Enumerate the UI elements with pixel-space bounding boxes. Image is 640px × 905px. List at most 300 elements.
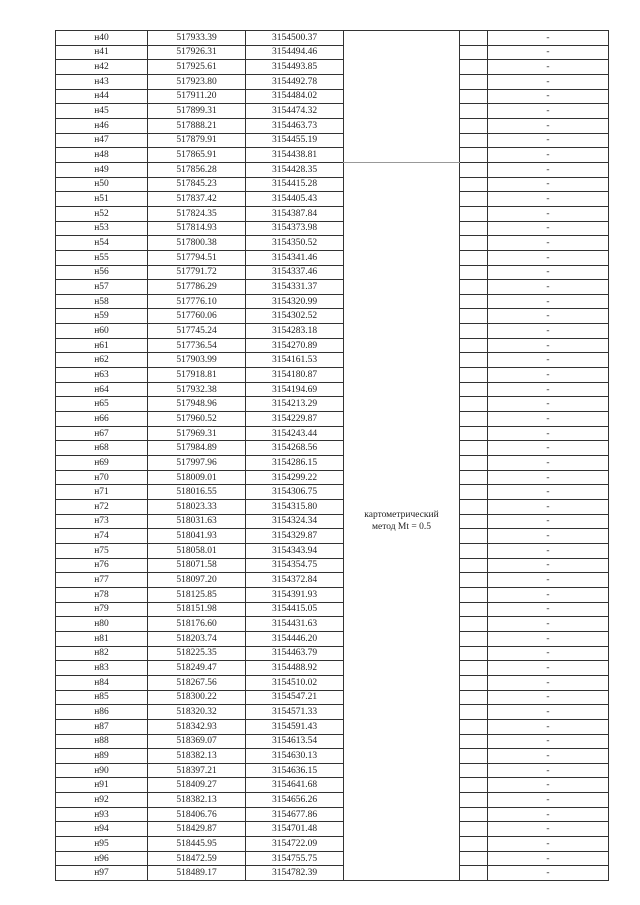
x-coordinate-cell: 518300.22 <box>148 690 246 705</box>
table-row <box>56 734 609 749</box>
method-accuracy-text: метод Mt = 0.5 <box>371 522 431 533</box>
table-row <box>56 441 609 456</box>
description-cell: - <box>488 807 609 822</box>
y-coordinate-cell: 3154194.69 <box>246 382 344 397</box>
point-name-cell: н75 <box>56 543 148 558</box>
x-coordinate-cell: 517745.24 <box>148 324 246 339</box>
point-name-cell: н54 <box>56 236 148 251</box>
description-cell: - <box>488 529 609 544</box>
x-coordinate-cell: 518176.60 <box>148 617 246 632</box>
description-cell: - <box>488 426 609 441</box>
empty-cell <box>460 89 488 104</box>
description-cell: - <box>488 705 609 720</box>
empty-cell <box>460 851 488 866</box>
point-name-cell: н96 <box>56 851 148 866</box>
point-name-cell: н88 <box>56 734 148 749</box>
description-cell: - <box>488 866 609 881</box>
y-coordinate-cell: 3154438.81 <box>246 148 344 163</box>
table-row <box>56 118 609 133</box>
table-row <box>56 558 609 573</box>
x-coordinate-cell: 517933.39 <box>148 31 246 46</box>
description-cell: - <box>488 573 609 588</box>
y-coordinate-cell: 3154337.46 <box>246 265 344 280</box>
table-row <box>56 221 609 236</box>
y-coordinate-cell: 3154180.87 <box>246 368 344 383</box>
x-coordinate-cell: 518031.63 <box>148 514 246 529</box>
empty-cell <box>460 265 488 280</box>
empty-cell <box>460 573 488 588</box>
x-coordinate-cell: 518397.21 <box>148 763 246 778</box>
empty-cell <box>460 426 488 441</box>
table-row <box>56 192 609 207</box>
table-row <box>56 763 609 778</box>
y-coordinate-cell: 3154329.87 <box>246 529 344 544</box>
empty-cell <box>460 529 488 544</box>
point-name-cell: н76 <box>56 558 148 573</box>
y-coordinate-cell: 3154494.46 <box>246 45 344 60</box>
y-coordinate-cell: 3154510.02 <box>246 675 344 690</box>
y-coordinate-cell: 3154488.92 <box>246 661 344 676</box>
description-cell: - <box>488 250 609 265</box>
x-coordinate-cell: 517865.91 <box>148 148 246 163</box>
table-row <box>56 265 609 280</box>
table-row <box>56 485 609 500</box>
x-coordinate-cell: 517926.31 <box>148 45 246 60</box>
point-name-cell: н57 <box>56 280 148 295</box>
description-cell: - <box>488 192 609 207</box>
empty-cell <box>460 778 488 793</box>
empty-cell <box>460 133 488 148</box>
x-coordinate-cell: 517925.61 <box>148 60 246 75</box>
x-coordinate-cell: 517760.06 <box>148 309 246 324</box>
description-cell: - <box>488 338 609 353</box>
description-cell: - <box>488 500 609 515</box>
description-cell: - <box>488 118 609 133</box>
description-cell: - <box>488 206 609 221</box>
table-row <box>56 631 609 646</box>
point-name-cell: н61 <box>56 338 148 353</box>
point-name-cell: н52 <box>56 206 148 221</box>
table-row <box>56 324 609 339</box>
description-cell: - <box>488 368 609 383</box>
point-name-cell: н50 <box>56 177 148 192</box>
table-row <box>56 338 609 353</box>
empty-cell <box>460 763 488 778</box>
table-row <box>56 470 609 485</box>
y-coordinate-cell: 3154286.15 <box>246 456 344 471</box>
description-cell: - <box>488 236 609 251</box>
point-name-cell: н59 <box>56 309 148 324</box>
empty-cell <box>460 162 488 177</box>
table-row <box>56 353 609 368</box>
description-cell: - <box>488 353 609 368</box>
x-coordinate-cell: 518249.47 <box>148 661 246 676</box>
point-name-cell: н66 <box>56 412 148 427</box>
y-coordinate-cell: 3154755.75 <box>246 851 344 866</box>
point-name-cell: н58 <box>56 294 148 309</box>
description-cell: - <box>488 412 609 427</box>
x-coordinate-cell: 517918.81 <box>148 368 246 383</box>
y-coordinate-cell: 3154463.79 <box>246 646 344 661</box>
description-cell: - <box>488 719 609 734</box>
description-cell: - <box>488 749 609 764</box>
x-coordinate-cell: 517824.35 <box>148 206 246 221</box>
x-coordinate-cell: 517948.96 <box>148 397 246 412</box>
description-cell: - <box>488 822 609 837</box>
x-coordinate-cell: 517794.51 <box>148 250 246 265</box>
empty-cell <box>460 646 488 661</box>
coordinates-table <box>55 30 609 881</box>
empty-cell <box>460 412 488 427</box>
point-name-cell: н55 <box>56 250 148 265</box>
y-coordinate-cell: 3154373.98 <box>246 221 344 236</box>
table-row <box>56 573 609 588</box>
point-name-cell: н45 <box>56 104 148 119</box>
x-coordinate-cell: 517736.54 <box>148 338 246 353</box>
x-coordinate-cell: 517899.31 <box>148 104 246 119</box>
table-row <box>56 793 609 808</box>
empty-cell <box>460 280 488 295</box>
point-name-cell: н73 <box>56 514 148 529</box>
empty-cell <box>460 104 488 119</box>
point-name-cell: н65 <box>56 397 148 412</box>
y-coordinate-cell: 3154283.18 <box>246 324 344 339</box>
empty-cell <box>460 807 488 822</box>
table-row <box>56 250 609 265</box>
point-name-cell: н69 <box>56 456 148 471</box>
table-row <box>56 543 609 558</box>
point-name-cell: н51 <box>56 192 148 207</box>
empty-cell <box>460 338 488 353</box>
empty-cell <box>460 45 488 60</box>
x-coordinate-cell: 518151.98 <box>148 602 246 617</box>
empty-cell <box>460 309 488 324</box>
description-cell: - <box>488 617 609 632</box>
description-cell: - <box>488 763 609 778</box>
y-coordinate-cell: 3154474.32 <box>246 104 344 119</box>
x-coordinate-cell: 517960.52 <box>148 412 246 427</box>
table-row <box>56 412 609 427</box>
description-cell: - <box>488 294 609 309</box>
empty-cell <box>460 31 488 46</box>
y-coordinate-cell: 3154492.78 <box>246 74 344 89</box>
x-coordinate-cell: 518342.93 <box>148 719 246 734</box>
y-coordinate-cell: 3154455.19 <box>246 133 344 148</box>
description-cell: - <box>488 602 609 617</box>
x-coordinate-cell: 518097.20 <box>148 573 246 588</box>
description-cell: - <box>488 778 609 793</box>
x-coordinate-cell: 517800.38 <box>148 236 246 251</box>
description-cell: - <box>488 31 609 46</box>
y-coordinate-cell: 3154270.89 <box>246 338 344 353</box>
empty-cell <box>460 793 488 808</box>
x-coordinate-cell: 517911.20 <box>148 89 246 104</box>
y-coordinate-cell: 3154484.02 <box>246 89 344 104</box>
description-cell: - <box>488 148 609 163</box>
point-name-cell: н67 <box>56 426 148 441</box>
empty-cell <box>460 485 488 500</box>
x-coordinate-cell: 518125.85 <box>148 587 246 602</box>
table-row <box>56 368 609 383</box>
table-row <box>56 705 609 720</box>
x-coordinate-cell: 517969.31 <box>148 426 246 441</box>
y-coordinate-cell: 3154354.75 <box>246 558 344 573</box>
y-coordinate-cell: 3154372.84 <box>246 573 344 588</box>
x-coordinate-cell: 517923.80 <box>148 74 246 89</box>
x-coordinate-cell: 518267.56 <box>148 675 246 690</box>
y-coordinate-cell: 3154415.05 <box>246 602 344 617</box>
x-coordinate-cell: 518445.95 <box>148 837 246 852</box>
empty-cell <box>460 617 488 632</box>
y-coordinate-cell: 3154782.39 <box>246 866 344 881</box>
point-name-cell: н83 <box>56 661 148 676</box>
y-coordinate-cell: 3154636.15 <box>246 763 344 778</box>
x-coordinate-cell: 517837.42 <box>148 192 246 207</box>
table-row <box>56 89 609 104</box>
y-coordinate-cell: 3154343.94 <box>246 543 344 558</box>
method-name-text: картометрический <box>364 510 439 521</box>
empty-cell <box>460 236 488 251</box>
y-coordinate-cell: 3154463.73 <box>246 118 344 133</box>
point-name-cell: н81 <box>56 631 148 646</box>
description-cell: - <box>488 587 609 602</box>
y-coordinate-cell: 3154547.21 <box>246 690 344 705</box>
point-name-cell: н90 <box>56 763 148 778</box>
y-coordinate-cell: 3154387.84 <box>246 206 344 221</box>
point-name-cell: н79 <box>56 602 148 617</box>
x-coordinate-cell: 518406.76 <box>148 807 246 822</box>
empty-cell <box>460 192 488 207</box>
point-name-cell: н53 <box>56 221 148 236</box>
description-cell: - <box>488 837 609 852</box>
x-coordinate-cell: 517879.91 <box>148 133 246 148</box>
empty-cell <box>460 749 488 764</box>
x-coordinate-cell: 518041.93 <box>148 529 246 544</box>
x-coordinate-cell: 518429.87 <box>148 822 246 837</box>
description-cell: - <box>488 265 609 280</box>
table-row <box>56 133 609 148</box>
empty-cell <box>460 705 488 720</box>
y-coordinate-cell: 3154324.34 <box>246 514 344 529</box>
table-row <box>56 236 609 251</box>
point-name-cell: н89 <box>56 749 148 764</box>
description-cell: - <box>488 690 609 705</box>
y-coordinate-cell: 3154405.43 <box>246 192 344 207</box>
y-coordinate-cell: 3154701.48 <box>246 822 344 837</box>
empty-cell <box>460 470 488 485</box>
y-coordinate-cell: 3154350.52 <box>246 236 344 251</box>
x-coordinate-cell: 517984.89 <box>148 441 246 456</box>
empty-cell <box>460 368 488 383</box>
description-cell: - <box>488 646 609 661</box>
point-name-cell: н91 <box>56 778 148 793</box>
description-cell: - <box>488 221 609 236</box>
description-cell: - <box>488 397 609 412</box>
x-coordinate-cell: 518409.27 <box>148 778 246 793</box>
point-name-cell: н64 <box>56 382 148 397</box>
x-coordinate-cell: 518016.55 <box>148 485 246 500</box>
table-row <box>56 661 609 676</box>
table-row <box>56 60 609 75</box>
empty-cell <box>460 602 488 617</box>
y-coordinate-cell: 3154306.75 <box>246 485 344 500</box>
empty-cell <box>460 456 488 471</box>
table-row <box>56 162 609 177</box>
y-coordinate-cell: 3154391.93 <box>246 587 344 602</box>
x-coordinate-cell: 518203.74 <box>148 631 246 646</box>
y-coordinate-cell: 3154161.53 <box>246 353 344 368</box>
point-name-cell: н92 <box>56 793 148 808</box>
method-cell <box>344 162 460 880</box>
x-coordinate-cell: 518225.35 <box>148 646 246 661</box>
description-cell: - <box>488 470 609 485</box>
point-name-cell: н49 <box>56 162 148 177</box>
table-row <box>56 104 609 119</box>
table-row <box>56 807 609 822</box>
empty-cell <box>460 543 488 558</box>
table-row <box>56 822 609 837</box>
description-cell: - <box>488 162 609 177</box>
y-coordinate-cell: 3154677.86 <box>246 807 344 822</box>
empty-cell <box>460 675 488 690</box>
table-row <box>56 837 609 852</box>
point-name-cell: н56 <box>56 265 148 280</box>
description-cell: - <box>488 89 609 104</box>
y-coordinate-cell: 3154428.35 <box>246 162 344 177</box>
description-cell: - <box>488 441 609 456</box>
x-coordinate-cell: 517786.29 <box>148 280 246 295</box>
empty-cell <box>460 690 488 705</box>
y-coordinate-cell: 3154656.26 <box>246 793 344 808</box>
point-name-cell: н72 <box>56 500 148 515</box>
x-coordinate-cell: 517997.96 <box>148 456 246 471</box>
y-coordinate-cell: 3154591.43 <box>246 719 344 734</box>
description-cell: - <box>488 309 609 324</box>
method-cell-blank <box>344 31 460 163</box>
y-coordinate-cell: 3154213.29 <box>246 397 344 412</box>
point-name-cell: н74 <box>56 529 148 544</box>
point-name-cell: н60 <box>56 324 148 339</box>
y-coordinate-cell: 3154446.20 <box>246 631 344 646</box>
empty-cell <box>460 353 488 368</box>
empty-cell <box>460 148 488 163</box>
x-coordinate-cell: 518472.59 <box>148 851 246 866</box>
empty-cell <box>460 382 488 397</box>
empty-cell <box>460 500 488 515</box>
table-row <box>56 778 609 793</box>
y-coordinate-cell: 3154299.22 <box>246 470 344 485</box>
y-coordinate-cell: 3154341.46 <box>246 250 344 265</box>
point-name-cell: н93 <box>56 807 148 822</box>
y-coordinate-cell: 3154415.28 <box>246 177 344 192</box>
point-name-cell: н97 <box>56 866 148 881</box>
point-name-cell: н63 <box>56 368 148 383</box>
point-name-cell: н84 <box>56 675 148 690</box>
point-name-cell: н62 <box>56 353 148 368</box>
table-row <box>56 749 609 764</box>
table-row <box>56 866 609 881</box>
description-cell: - <box>488 631 609 646</box>
description-cell: - <box>488 485 609 500</box>
x-coordinate-cell: 518058.01 <box>148 543 246 558</box>
point-name-cell: н41 <box>56 45 148 60</box>
point-name-cell: н77 <box>56 573 148 588</box>
x-coordinate-cell: 517776.10 <box>148 294 246 309</box>
empty-cell <box>460 441 488 456</box>
table-row <box>56 602 609 617</box>
table-row <box>56 719 609 734</box>
table-row <box>56 382 609 397</box>
y-coordinate-cell: 3154229.87 <box>246 412 344 427</box>
empty-cell <box>460 294 488 309</box>
point-name-cell: н44 <box>56 89 148 104</box>
empty-cell <box>460 221 488 236</box>
x-coordinate-cell: 518071.58 <box>148 558 246 573</box>
description-cell: - <box>488 734 609 749</box>
empty-cell <box>460 631 488 646</box>
x-coordinate-cell: 518009.01 <box>148 470 246 485</box>
description-cell: - <box>488 558 609 573</box>
point-name-cell: н68 <box>56 441 148 456</box>
table-row <box>56 206 609 221</box>
empty-cell <box>460 587 488 602</box>
empty-cell <box>460 177 488 192</box>
description-cell: - <box>488 60 609 75</box>
point-name-cell: н42 <box>56 60 148 75</box>
description-cell: - <box>488 851 609 866</box>
description-cell: - <box>488 661 609 676</box>
description-cell: - <box>488 456 609 471</box>
point-name-cell: н47 <box>56 133 148 148</box>
point-name-cell: н82 <box>56 646 148 661</box>
x-coordinate-cell: 517888.21 <box>148 118 246 133</box>
table-row <box>56 675 609 690</box>
x-coordinate-cell: 518382.13 <box>148 749 246 764</box>
description-cell: - <box>488 675 609 690</box>
description-cell: - <box>488 133 609 148</box>
point-name-cell: н80 <box>56 617 148 632</box>
table-row <box>56 456 609 471</box>
y-coordinate-cell: 3154331.37 <box>246 280 344 295</box>
y-coordinate-cell: 3154243.44 <box>246 426 344 441</box>
point-name-cell: н43 <box>56 74 148 89</box>
description-cell: - <box>488 280 609 295</box>
y-coordinate-cell: 3154320.99 <box>246 294 344 309</box>
point-name-cell: н94 <box>56 822 148 837</box>
x-coordinate-cell: 518320.32 <box>148 705 246 720</box>
description-cell: - <box>488 324 609 339</box>
table-row <box>56 309 609 324</box>
table-row <box>56 500 609 515</box>
table-row <box>56 148 609 163</box>
coordinates-table-body <box>56 31 609 881</box>
empty-cell <box>460 734 488 749</box>
empty-cell <box>460 60 488 75</box>
table-row <box>56 514 609 529</box>
y-coordinate-cell: 3154613.54 <box>246 734 344 749</box>
x-coordinate-cell: 518382.13 <box>148 793 246 808</box>
table-row <box>56 617 609 632</box>
table-row <box>56 45 609 60</box>
empty-cell <box>460 866 488 881</box>
x-coordinate-cell: 517845.23 <box>148 177 246 192</box>
description-cell: - <box>488 514 609 529</box>
empty-cell <box>460 250 488 265</box>
description-cell: - <box>488 104 609 119</box>
y-coordinate-cell: 3154268.56 <box>246 441 344 456</box>
table-row <box>56 529 609 544</box>
table-row <box>56 74 609 89</box>
